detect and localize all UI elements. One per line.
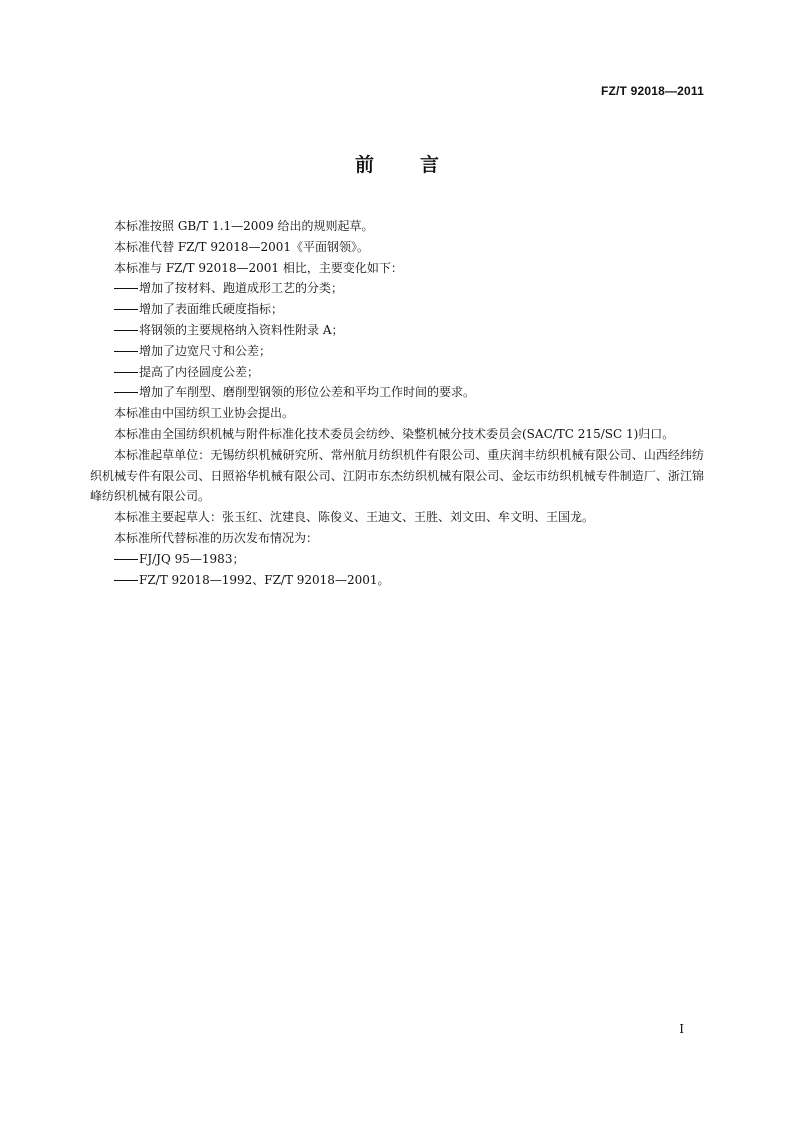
- paragraph-drafting-rules: 本标准按照 GB/T 1.1—2009 给出的规则起草。: [114, 219, 374, 233]
- history-item: FZ/T 92018—1992、FZ/T 92018—2001。: [90, 570, 704, 591]
- paragraph-drafters: 本标准主要起草人：张玉红、沈建良、陈俊义、王迪文、王胜、刘文田、牟文明、王国龙。: [114, 510, 595, 525]
- dash-icon: [114, 372, 138, 373]
- paragraph-main-changes: 本标准与 FZ/T 92018—2001 相比，主要变化如下：: [114, 260, 403, 275]
- change-item: 增加了按材料、跑道成形工艺的分类；: [90, 278, 704, 299]
- dash-icon: [114, 559, 138, 560]
- paragraph-administered-by: 本标准由全国纺织机械与附件标准化技术委员会纺纱、染整机械分技术委员会(SAC/TC 215/SC 1)归口。: [114, 426, 675, 441]
- dash-icon: [114, 288, 138, 289]
- dash-icon: [114, 330, 138, 331]
- standard-code: FZ/T 92018—2011: [600, 84, 704, 98]
- dash-icon: [114, 580, 138, 581]
- paragraph-replaces: 本标准代替 FZ/T 92018—2001《平面钢领》。: [114, 239, 370, 254]
- paragraph-drafting-units: 本标准起草单位：无锡纺织机械研究所、常州航月纺织机件有限公司、重庆润丰纺织机械有限公司、山西经纬纺织机械专件有限公司、日照裕华机械有限公司、江阴市东杰纺织机械有限公司、金坛市纺织机械专件制造厂、浙江锦峰纺织机械有限公司。: [90, 447, 704, 504]
- foreword-body: [90, 216, 704, 590]
- page-number: I: [679, 1022, 684, 1036]
- paragraph-proposed-by: 本标准由中国纺织工业协会提出。: [114, 406, 295, 421]
- dash-icon: [114, 309, 138, 310]
- change-item: 增加了边宽尺寸和公差；: [90, 341, 704, 362]
- dash-icon: [114, 351, 138, 352]
- change-item: 增加了车削型、磨削型钢领的形位公差和平均工作时间的要求。: [90, 382, 704, 403]
- page-title: 前言: [354, 154, 485, 176]
- paragraph-history-intro: 本标准所代替标准的历次发布情况为：: [114, 530, 319, 545]
- change-item: 增加了表面维氏硬度指标；: [90, 299, 704, 320]
- dash-icon: [114, 392, 138, 393]
- change-item: 提高了内径圆度公差；: [90, 362, 704, 383]
- history-item: FJ/JQ 95—1983；: [90, 549, 704, 570]
- change-item: 将钢领的主要规格纳入资料性附录 A；: [90, 320, 704, 341]
